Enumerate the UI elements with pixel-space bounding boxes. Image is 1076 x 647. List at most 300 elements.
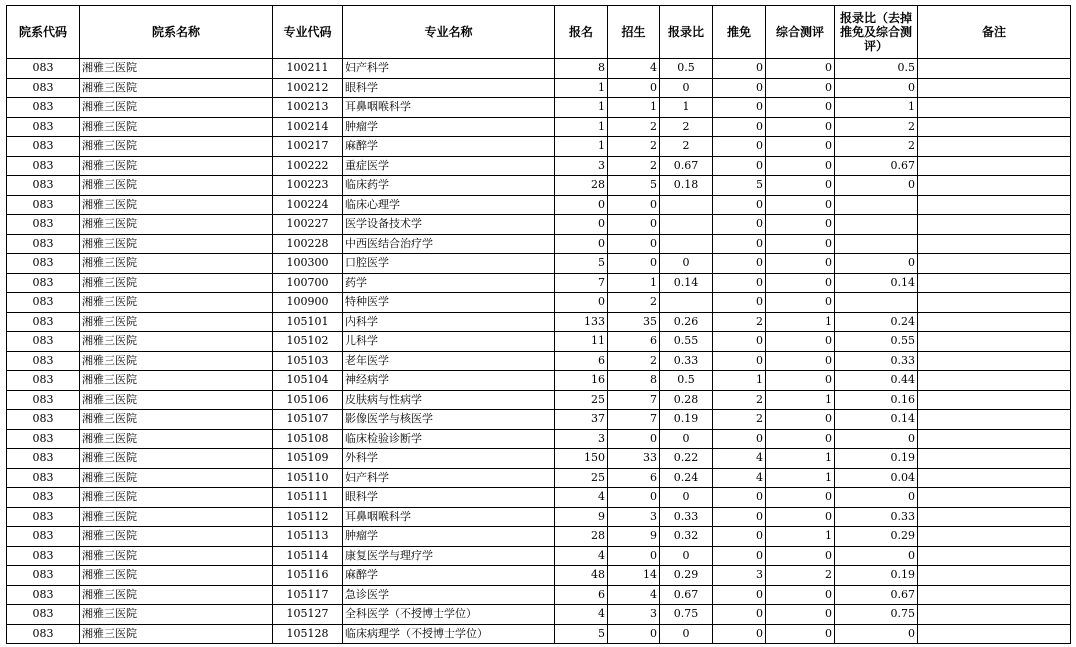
cell-dept-name[interactable]: 湘雅三医院	[80, 312, 273, 332]
cell-major-name[interactable]: 麻醉学	[343, 137, 555, 157]
cell-dept-code[interactable]: 083	[7, 546, 80, 566]
cell-adjusted-ratio[interactable]: 2	[835, 137, 918, 157]
cell-comprehensive[interactable]: 0	[766, 410, 835, 430]
cell-adjusted-ratio[interactable]	[835, 195, 918, 215]
cell-ratio[interactable]	[660, 195, 713, 215]
cell-major-code[interactable]: 105102	[273, 332, 343, 352]
cell-dept-code[interactable]: 083	[7, 371, 80, 391]
cell-recommended[interactable]: 0	[713, 351, 766, 371]
cell-comprehensive[interactable]: 0	[766, 254, 835, 274]
cell-adjusted-ratio[interactable]: 0.5	[835, 59, 918, 79]
cell-remarks[interactable]	[918, 195, 1071, 215]
cell-dept-name[interactable]: 湘雅三医院	[80, 59, 273, 79]
header-major-code[interactable]: 专业代码	[273, 6, 343, 59]
cell-comprehensive[interactable]: 0	[766, 546, 835, 566]
cell-enrollment[interactable]: 2	[608, 137, 660, 157]
cell-remarks[interactable]	[918, 332, 1071, 352]
cell-dept-name[interactable]: 湘雅三医院	[80, 78, 273, 98]
cell-ratio[interactable]: 0	[660, 546, 713, 566]
cell-dept-name[interactable]: 湘雅三医院	[80, 527, 273, 547]
cell-recommended[interactable]: 0	[713, 332, 766, 352]
cell-enrollment[interactable]: 0	[608, 195, 660, 215]
cell-recommended[interactable]: 0	[713, 234, 766, 254]
cell-remarks[interactable]	[918, 254, 1071, 274]
cell-comprehensive[interactable]: 0	[766, 507, 835, 527]
cell-dept-name[interactable]: 湘雅三医院	[80, 293, 273, 313]
cell-dept-name[interactable]: 湘雅三医院	[80, 273, 273, 293]
cell-major-code[interactable]: 105128	[273, 624, 343, 644]
cell-adjusted-ratio[interactable]: 0	[835, 78, 918, 98]
cell-recommended[interactable]: 0	[713, 605, 766, 625]
cell-enrollment[interactable]: 9	[608, 527, 660, 547]
cell-remarks[interactable]	[918, 410, 1071, 430]
cell-remarks[interactable]	[918, 312, 1071, 332]
header-remarks[interactable]: 备注	[918, 6, 1071, 59]
cell-applicants[interactable]: 16	[555, 371, 608, 391]
cell-major-name[interactable]: 外科学	[343, 449, 555, 469]
cell-applicants[interactable]: 11	[555, 332, 608, 352]
cell-ratio[interactable]: 0.5	[660, 59, 713, 79]
cell-comprehensive[interactable]: 1	[766, 527, 835, 547]
cell-applicants[interactable]: 25	[555, 468, 608, 488]
cell-major-code[interactable]: 100217	[273, 137, 343, 157]
cell-enrollment[interactable]: 0	[608, 546, 660, 566]
cell-dept-name[interactable]: 湘雅三医院	[80, 507, 273, 527]
cell-dept-code[interactable]: 083	[7, 137, 80, 157]
cell-recommended[interactable]: 2	[713, 390, 766, 410]
cell-adjusted-ratio[interactable]: 0	[835, 429, 918, 449]
cell-major-name[interactable]: 特种医学	[343, 293, 555, 313]
cell-dept-name[interactable]: 湘雅三医院	[80, 488, 273, 508]
cell-applicants[interactable]: 0	[555, 234, 608, 254]
cell-applicants[interactable]: 1	[555, 117, 608, 137]
cell-ratio[interactable]: 0.75	[660, 605, 713, 625]
cell-comprehensive[interactable]: 1	[766, 390, 835, 410]
cell-remarks[interactable]	[918, 351, 1071, 371]
cell-dept-name[interactable]: 湘雅三医院	[80, 332, 273, 352]
cell-ratio[interactable]: 0.14	[660, 273, 713, 293]
cell-remarks[interactable]	[918, 605, 1071, 625]
header-comprehensive[interactable]: 综合测评	[766, 6, 835, 59]
cell-major-code[interactable]: 105109	[273, 449, 343, 469]
header-recommended[interactable]: 推免	[713, 6, 766, 59]
cell-major-name[interactable]: 妇产科学	[343, 468, 555, 488]
cell-dept-code[interactable]: 083	[7, 527, 80, 547]
cell-enrollment[interactable]: 33	[608, 449, 660, 469]
cell-major-code[interactable]: 105116	[273, 566, 343, 586]
cell-applicants[interactable]: 0	[555, 195, 608, 215]
cell-major-name[interactable]: 内科学	[343, 312, 555, 332]
cell-comprehensive[interactable]: 0	[766, 332, 835, 352]
cell-dept-code[interactable]: 083	[7, 273, 80, 293]
cell-dept-code[interactable]: 083	[7, 410, 80, 430]
cell-enrollment[interactable]: 0	[608, 234, 660, 254]
cell-major-code[interactable]: 100213	[273, 98, 343, 118]
cell-ratio[interactable]: 0	[660, 429, 713, 449]
cell-dept-code[interactable]: 083	[7, 449, 80, 469]
cell-adjusted-ratio[interactable]: 0.19	[835, 449, 918, 469]
cell-major-code[interactable]: 100212	[273, 78, 343, 98]
cell-major-name[interactable]: 肿瘤学	[343, 527, 555, 547]
cell-dept-name[interactable]: 湘雅三医院	[80, 215, 273, 235]
cell-adjusted-ratio[interactable]: 0	[835, 254, 918, 274]
cell-adjusted-ratio[interactable]: 0.19	[835, 566, 918, 586]
cell-dept-name[interactable]: 湘雅三医院	[80, 585, 273, 605]
cell-comprehensive[interactable]: 0	[766, 234, 835, 254]
cell-comprehensive[interactable]: 0	[766, 59, 835, 79]
cell-adjusted-ratio[interactable]: 0	[835, 546, 918, 566]
cell-recommended[interactable]: 2	[713, 410, 766, 430]
cell-recommended[interactable]: 0	[713, 293, 766, 313]
cell-major-name[interactable]: 中西医结合治疗学	[343, 234, 555, 254]
cell-ratio[interactable]: 0	[660, 254, 713, 274]
cell-applicants[interactable]: 9	[555, 507, 608, 527]
cell-ratio[interactable]: 2	[660, 137, 713, 157]
cell-major-code[interactable]: 105114	[273, 546, 343, 566]
cell-remarks[interactable]	[918, 624, 1071, 644]
cell-ratio[interactable]: 0.5	[660, 371, 713, 391]
cell-dept-name[interactable]: 湘雅三医院	[80, 371, 273, 391]
cell-dept-name[interactable]: 湘雅三医院	[80, 546, 273, 566]
cell-remarks[interactable]	[918, 234, 1071, 254]
cell-comprehensive[interactable]: 0	[766, 215, 835, 235]
cell-recommended[interactable]: 2	[713, 312, 766, 332]
cell-adjusted-ratio[interactable]: 0.29	[835, 527, 918, 547]
cell-major-code[interactable]: 100223	[273, 176, 343, 196]
cell-adjusted-ratio[interactable]: 0.44	[835, 371, 918, 391]
header-major-name[interactable]: 专业名称	[343, 6, 555, 59]
cell-major-code[interactable]: 105127	[273, 605, 343, 625]
cell-major-name[interactable]: 眼科学	[343, 488, 555, 508]
cell-enrollment[interactable]: 7	[608, 390, 660, 410]
cell-dept-name[interactable]: 湘雅三医院	[80, 605, 273, 625]
cell-comprehensive[interactable]: 0	[766, 351, 835, 371]
cell-applicants[interactable]: 48	[555, 566, 608, 586]
cell-major-name[interactable]: 重症医学	[343, 156, 555, 176]
cell-applicants[interactable]: 4	[555, 605, 608, 625]
cell-comprehensive[interactable]: 0	[766, 98, 835, 118]
cell-adjusted-ratio[interactable]: 1	[835, 98, 918, 118]
cell-remarks[interactable]	[918, 527, 1071, 547]
cell-major-name[interactable]: 儿科学	[343, 332, 555, 352]
cell-major-code[interactable]: 105106	[273, 390, 343, 410]
cell-remarks[interactable]	[918, 390, 1071, 410]
cell-recommended[interactable]: 0	[713, 488, 766, 508]
cell-applicants[interactable]: 8	[555, 59, 608, 79]
cell-major-code[interactable]: 105112	[273, 507, 343, 527]
cell-comprehensive[interactable]: 0	[766, 371, 835, 391]
cell-applicants[interactable]: 1	[555, 78, 608, 98]
header-dept-name[interactable]: 院系名称	[80, 6, 273, 59]
cell-applicants[interactable]: 37	[555, 410, 608, 430]
cell-dept-name[interactable]: 湘雅三医院	[80, 156, 273, 176]
cell-applicants[interactable]: 7	[555, 273, 608, 293]
cell-adjusted-ratio[interactable]: 0.14	[835, 273, 918, 293]
cell-enrollment[interactable]: 0	[608, 215, 660, 235]
cell-enrollment[interactable]: 7	[608, 410, 660, 430]
cell-ratio[interactable]: 0.26	[660, 312, 713, 332]
cell-enrollment[interactable]: 6	[608, 332, 660, 352]
cell-adjusted-ratio[interactable]: 0.33	[835, 507, 918, 527]
cell-enrollment[interactable]: 0	[608, 78, 660, 98]
header-adjusted-ratio[interactable]: 报录比（去掉推免及综合测评）	[835, 6, 918, 59]
cell-dept-code[interactable]: 083	[7, 332, 80, 352]
cell-enrollment[interactable]: 8	[608, 371, 660, 391]
cell-dept-name[interactable]: 湘雅三医院	[80, 117, 273, 137]
cell-adjusted-ratio[interactable]: 0	[835, 488, 918, 508]
cell-comprehensive[interactable]: 1	[766, 468, 835, 488]
cell-enrollment[interactable]: 6	[608, 468, 660, 488]
cell-ratio[interactable]: 0.29	[660, 566, 713, 586]
cell-applicants[interactable]: 5	[555, 254, 608, 274]
cell-enrollment[interactable]: 2	[608, 156, 660, 176]
cell-recommended[interactable]: 0	[713, 254, 766, 274]
cell-comprehensive[interactable]: 0	[766, 605, 835, 625]
header-enrollment[interactable]: 招生	[608, 6, 660, 59]
cell-applicants[interactable]: 4	[555, 488, 608, 508]
cell-dept-code[interactable]: 083	[7, 78, 80, 98]
cell-remarks[interactable]	[918, 156, 1071, 176]
cell-comprehensive[interactable]: 0	[766, 195, 835, 215]
header-dept-code[interactable]: 院系代码	[7, 6, 80, 59]
cell-major-name[interactable]: 医学设备技术学	[343, 215, 555, 235]
cell-remarks[interactable]	[918, 59, 1071, 79]
cell-ratio[interactable]: 0.67	[660, 585, 713, 605]
cell-major-code[interactable]: 100900	[273, 293, 343, 313]
cell-adjusted-ratio[interactable]: 0	[835, 176, 918, 196]
cell-dept-code[interactable]: 083	[7, 117, 80, 137]
cell-comprehensive[interactable]: 0	[766, 429, 835, 449]
cell-applicants[interactable]: 6	[555, 351, 608, 371]
cell-dept-code[interactable]: 083	[7, 429, 80, 449]
cell-adjusted-ratio[interactable]: 0	[835, 624, 918, 644]
cell-ratio[interactable]: 0.28	[660, 390, 713, 410]
cell-dept-name[interactable]: 湘雅三医院	[80, 195, 273, 215]
cell-comprehensive[interactable]: 0	[766, 273, 835, 293]
cell-applicants[interactable]: 133	[555, 312, 608, 332]
cell-recommended[interactable]: 0	[713, 585, 766, 605]
cell-applicants[interactable]: 28	[555, 527, 608, 547]
cell-dept-name[interactable]: 湘雅三医院	[80, 234, 273, 254]
cell-dept-name[interactable]: 湘雅三医院	[80, 176, 273, 196]
cell-adjusted-ratio[interactable]: 0.33	[835, 351, 918, 371]
cell-ratio[interactable]: 0.67	[660, 156, 713, 176]
cell-major-name[interactable]: 口腔医学	[343, 254, 555, 274]
cell-dept-code[interactable]: 083	[7, 390, 80, 410]
cell-major-name[interactable]: 老年医学	[343, 351, 555, 371]
cell-comprehensive[interactable]: 0	[766, 156, 835, 176]
cell-major-code[interactable]: 100222	[273, 156, 343, 176]
cell-dept-name[interactable]: 湘雅三医院	[80, 410, 273, 430]
cell-adjusted-ratio[interactable]: 2	[835, 117, 918, 137]
cell-ratio[interactable]: 1	[660, 98, 713, 118]
cell-ratio[interactable]: 0	[660, 624, 713, 644]
cell-recommended[interactable]: 4	[713, 449, 766, 469]
cell-major-code[interactable]: 100228	[273, 234, 343, 254]
cell-adjusted-ratio[interactable]: 0.75	[835, 605, 918, 625]
cell-adjusted-ratio[interactable]: 0.67	[835, 156, 918, 176]
cell-major-name[interactable]: 康复医学与理疗学	[343, 546, 555, 566]
cell-major-name[interactable]: 肿瘤学	[343, 117, 555, 137]
header-applicants[interactable]: 报名	[555, 6, 608, 59]
cell-ratio[interactable]: 0.55	[660, 332, 713, 352]
cell-comprehensive[interactable]: 1	[766, 312, 835, 332]
cell-enrollment[interactable]: 35	[608, 312, 660, 332]
cell-remarks[interactable]	[918, 293, 1071, 313]
cell-major-code[interactable]: 100300	[273, 254, 343, 274]
cell-dept-code[interactable]: 083	[7, 605, 80, 625]
cell-applicants[interactable]: 0	[555, 293, 608, 313]
cell-major-code[interactable]: 105108	[273, 429, 343, 449]
cell-enrollment[interactable]: 3	[608, 507, 660, 527]
cell-comprehensive[interactable]: 0	[766, 176, 835, 196]
cell-dept-code[interactable]: 083	[7, 624, 80, 644]
cell-comprehensive[interactable]: 0	[766, 137, 835, 157]
cell-comprehensive[interactable]: 0	[766, 78, 835, 98]
cell-ratio[interactable]: 0.33	[660, 507, 713, 527]
cell-recommended[interactable]: 0	[713, 507, 766, 527]
cell-recommended[interactable]: 0	[713, 98, 766, 118]
cell-remarks[interactable]	[918, 546, 1071, 566]
cell-recommended[interactable]: 0	[713, 59, 766, 79]
cell-ratio[interactable]	[660, 215, 713, 235]
cell-remarks[interactable]	[918, 78, 1071, 98]
cell-enrollment[interactable]: 5	[608, 176, 660, 196]
cell-comprehensive[interactable]: 0	[766, 585, 835, 605]
cell-enrollment[interactable]: 3	[608, 605, 660, 625]
cell-dept-name[interactable]: 湘雅三医院	[80, 468, 273, 488]
cell-remarks[interactable]	[918, 371, 1071, 391]
cell-dept-code[interactable]: 083	[7, 312, 80, 332]
cell-major-name[interactable]: 影像医学与核医学	[343, 410, 555, 430]
cell-major-name[interactable]: 妇产科学	[343, 59, 555, 79]
cell-dept-code[interactable]: 083	[7, 98, 80, 118]
cell-dept-code[interactable]: 083	[7, 507, 80, 527]
cell-dept-name[interactable]: 湘雅三医院	[80, 624, 273, 644]
cell-major-code[interactable]: 100700	[273, 273, 343, 293]
cell-recommended[interactable]: 0	[713, 117, 766, 137]
cell-major-code[interactable]: 100227	[273, 215, 343, 235]
cell-major-code[interactable]: 105101	[273, 312, 343, 332]
cell-enrollment[interactable]: 4	[608, 59, 660, 79]
cell-dept-name[interactable]: 湘雅三医院	[80, 449, 273, 469]
cell-applicants[interactable]: 25	[555, 390, 608, 410]
cell-major-name[interactable]: 神经病学	[343, 371, 555, 391]
cell-major-code[interactable]: 105110	[273, 468, 343, 488]
cell-recommended[interactable]: 0	[713, 137, 766, 157]
cell-enrollment[interactable]: 0	[608, 624, 660, 644]
cell-applicants[interactable]: 1	[555, 137, 608, 157]
cell-enrollment[interactable]: 0	[608, 488, 660, 508]
cell-major-code[interactable]: 105104	[273, 371, 343, 391]
cell-remarks[interactable]	[918, 507, 1071, 527]
cell-enrollment[interactable]: 4	[608, 585, 660, 605]
cell-recommended[interactable]: 1	[713, 371, 766, 391]
cell-major-name[interactable]: 眼科学	[343, 78, 555, 98]
cell-remarks[interactable]	[918, 429, 1071, 449]
cell-dept-code[interactable]: 083	[7, 254, 80, 274]
cell-dept-name[interactable]: 湘雅三医院	[80, 254, 273, 274]
cell-major-code[interactable]: 105107	[273, 410, 343, 430]
cell-ratio[interactable]: 0.24	[660, 468, 713, 488]
cell-recommended[interactable]: 0	[713, 527, 766, 547]
cell-major-name[interactable]: 全科医学（不授博士学位）	[343, 605, 555, 625]
cell-applicants[interactable]: 0	[555, 215, 608, 235]
cell-major-code[interactable]: 100224	[273, 195, 343, 215]
cell-remarks[interactable]	[918, 585, 1071, 605]
cell-dept-name[interactable]: 湘雅三医院	[80, 351, 273, 371]
cell-major-name[interactable]: 临床药学	[343, 176, 555, 196]
cell-enrollment[interactable]: 1	[608, 98, 660, 118]
cell-major-code[interactable]: 100211	[273, 59, 343, 79]
cell-recommended[interactable]: 0	[713, 215, 766, 235]
cell-remarks[interactable]	[918, 137, 1071, 157]
cell-adjusted-ratio[interactable]: 0.24	[835, 312, 918, 332]
cell-adjusted-ratio[interactable]: 0.16	[835, 390, 918, 410]
cell-dept-code[interactable]: 083	[7, 176, 80, 196]
cell-dept-name[interactable]: 湘雅三医院	[80, 137, 273, 157]
cell-major-name[interactable]: 急诊医学	[343, 585, 555, 605]
cell-recommended[interactable]: 0	[713, 156, 766, 176]
cell-dept-code[interactable]: 083	[7, 215, 80, 235]
cell-dept-code[interactable]: 083	[7, 293, 80, 313]
cell-comprehensive[interactable]: 0	[766, 293, 835, 313]
cell-enrollment[interactable]: 2	[608, 351, 660, 371]
cell-remarks[interactable]	[918, 98, 1071, 118]
cell-ratio[interactable]: 0.18	[660, 176, 713, 196]
cell-adjusted-ratio[interactable]: 0.55	[835, 332, 918, 352]
cell-remarks[interactable]	[918, 488, 1071, 508]
cell-recommended[interactable]: 3	[713, 566, 766, 586]
cell-ratio[interactable]: 0.32	[660, 527, 713, 547]
cell-dept-code[interactable]: 083	[7, 156, 80, 176]
cell-dept-code[interactable]: 083	[7, 468, 80, 488]
cell-enrollment[interactable]: 14	[608, 566, 660, 586]
cell-applicants[interactable]: 5	[555, 624, 608, 644]
cell-dept-code[interactable]: 083	[7, 566, 80, 586]
cell-applicants[interactable]: 28	[555, 176, 608, 196]
cell-ratio[interactable]: 0.33	[660, 351, 713, 371]
cell-adjusted-ratio[interactable]: 0.14	[835, 410, 918, 430]
cell-ratio[interactable]: 0.19	[660, 410, 713, 430]
cell-applicants[interactable]: 6	[555, 585, 608, 605]
cell-ratio[interactable]: 2	[660, 117, 713, 137]
cell-dept-code[interactable]: 083	[7, 59, 80, 79]
cell-dept-code[interactable]: 083	[7, 234, 80, 254]
cell-ratio[interactable]: 0	[660, 488, 713, 508]
cell-applicants[interactable]: 1	[555, 98, 608, 118]
cell-recommended[interactable]: 0	[713, 78, 766, 98]
cell-dept-name[interactable]: 湘雅三医院	[80, 390, 273, 410]
cell-major-code[interactable]: 105111	[273, 488, 343, 508]
cell-remarks[interactable]	[918, 449, 1071, 469]
cell-dept-name[interactable]: 湘雅三医院	[80, 98, 273, 118]
cell-major-code[interactable]: 105103	[273, 351, 343, 371]
cell-adjusted-ratio[interactable]	[835, 215, 918, 235]
cell-dept-name[interactable]: 湘雅三医院	[80, 566, 273, 586]
cell-applicants[interactable]: 3	[555, 429, 608, 449]
cell-adjusted-ratio[interactable]	[835, 293, 918, 313]
cell-remarks[interactable]	[918, 215, 1071, 235]
cell-dept-name[interactable]: 湘雅三医院	[80, 429, 273, 449]
cell-major-name[interactable]: 药学	[343, 273, 555, 293]
cell-comprehensive[interactable]: 0	[766, 488, 835, 508]
cell-applicants[interactable]: 150	[555, 449, 608, 469]
cell-major-code[interactable]: 105113	[273, 527, 343, 547]
cell-recommended[interactable]: 0	[713, 624, 766, 644]
cell-remarks[interactable]	[918, 566, 1071, 586]
cell-major-name[interactable]: 临床检验诊断学	[343, 429, 555, 449]
